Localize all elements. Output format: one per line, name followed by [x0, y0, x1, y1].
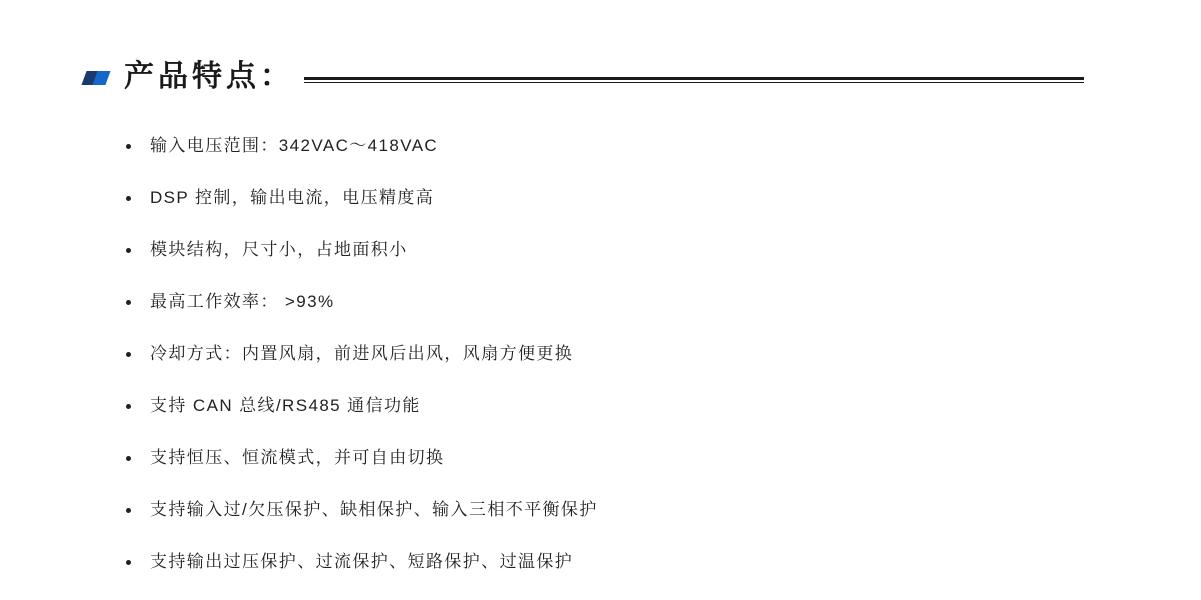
header-divider-rule [304, 77, 1084, 83]
bullet-dot-icon [126, 560, 131, 565]
list-item [118, 497, 1138, 523]
bullet-dot-icon [126, 248, 131, 253]
list-item-label: 输入电压范围：342VAC～418VAC [150, 136, 439, 155]
list-item [118, 445, 1138, 471]
list-item-label: 支持恒压、恒流模式，并可自由切换 [150, 448, 445, 467]
list-item [118, 393, 1138, 419]
list-item-label: DSP 控制，输出电流，电压精度高 [150, 188, 435, 207]
bullet-dot-icon [126, 404, 131, 409]
bullet-dot-icon [126, 456, 131, 461]
list-item [118, 185, 1138, 211]
feature-list [118, 133, 1138, 575]
page-title: 产品特点： [124, 60, 294, 93]
list-item [118, 549, 1138, 575]
bullet-dot-icon [126, 352, 131, 357]
list-item-label: 支持输出过压保护、过流保护、短路保护、过温保护 [150, 552, 574, 571]
bullet-dot-icon [126, 508, 131, 513]
list-item [118, 341, 1138, 367]
list-item [118, 133, 1138, 159]
list-item [118, 289, 1138, 315]
bullet-dot-icon [126, 196, 131, 201]
list-item-label: 最高工作效率： >93% [150, 292, 335, 311]
section-header [84, 52, 1084, 102]
bullet-dot-icon [126, 300, 131, 305]
parallelogram-bullet-icon [84, 68, 110, 88]
list-item-label: 支持输入过/欠压保护、缺相保护、输入三相不平衡保护 [150, 500, 598, 519]
list-item-label: 支持 CAN 总线/RS485 通信功能 [150, 396, 421, 415]
bullet-dot-icon [126, 144, 131, 149]
list-item-label: 模块结构，尺寸小，占地面积小 [150, 240, 408, 259]
list-item [118, 237, 1138, 263]
list-item-label: 冷却方式：内置风扇，前进风后出风，风扇方便更换 [150, 344, 574, 363]
